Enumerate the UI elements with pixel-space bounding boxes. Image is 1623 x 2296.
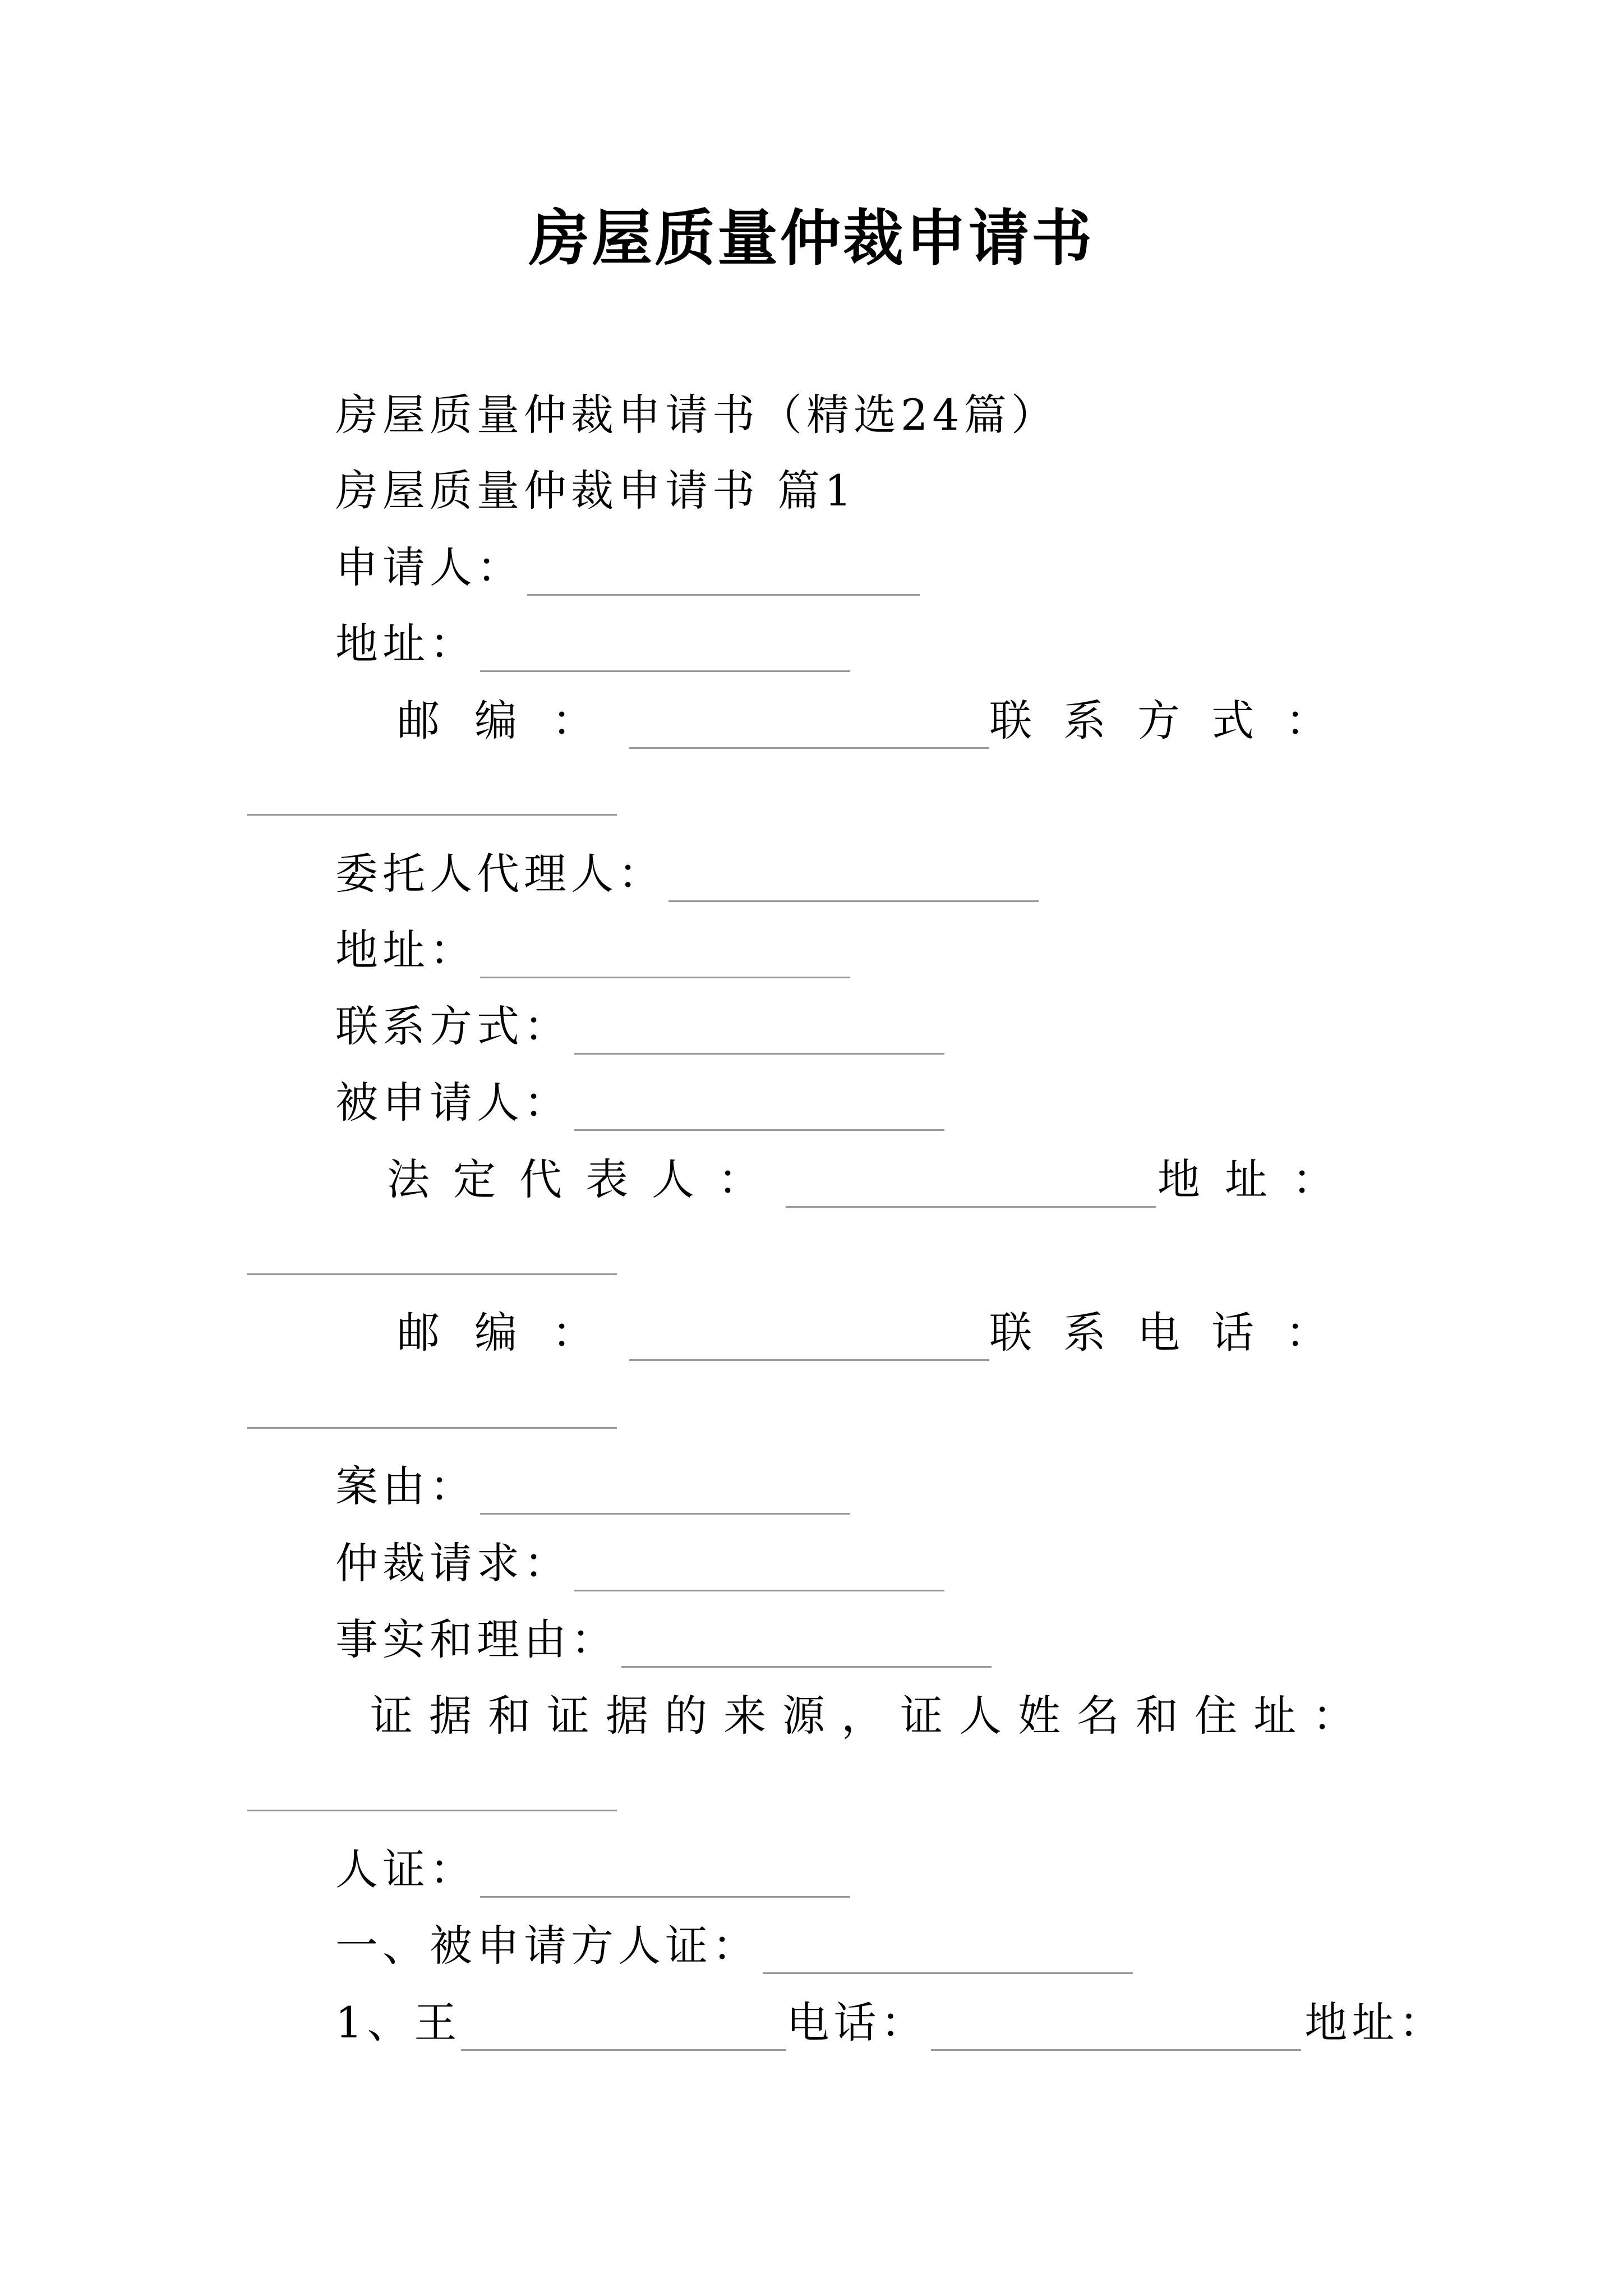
respondent-blank[interactable]: [574, 1093, 944, 1131]
postcode-label: 邮编：: [397, 696, 629, 746]
contact-method-label: 联系方式：: [989, 696, 1359, 746]
agent-contact-row: [335, 999, 944, 1055]
postcode-group: [397, 693, 629, 749]
document-subtitle: 房屋质量仲裁申请书（精选24篇）: [335, 390, 1058, 440]
claims-row: [335, 1535, 944, 1591]
address-label: 地址：: [335, 619, 477, 669]
phone-group: [989, 1305, 1359, 1361]
contact-method-group: [989, 693, 1359, 749]
section-heading-line: [335, 463, 856, 519]
respondent-witness-row: [335, 1918, 1133, 1974]
postcode-phone-row: [397, 1305, 1359, 1361]
respondent-label: 被申请人：: [335, 1078, 571, 1128]
cause-label: 案由：: [335, 1461, 477, 1511]
postcode2-blank[interactable]: [629, 1323, 989, 1361]
item1-phone-label: 电话：: [786, 1998, 928, 2047]
witness-label: 人证：: [335, 1844, 477, 1894]
legal-rep-address-blank[interactable]: [247, 1271, 617, 1275]
legal-rep-label: 法定代表人：: [387, 1154, 784, 1204]
legal-rep-blank[interactable]: [786, 1170, 1156, 1208]
agent-contact-label: 联系方式：: [335, 1001, 571, 1051]
item1-phone-blank[interactable]: [931, 2013, 1301, 2051]
agent-address-row: [335, 922, 850, 978]
evidence-row: [370, 1688, 1371, 1744]
agent-label: 委托人代理人：: [335, 849, 665, 899]
legal-rep-group: [387, 1152, 784, 1208]
respondent-witness-blank[interactable]: [763, 1936, 1133, 1974]
phone-label: 联系电话：: [989, 1308, 1359, 1358]
legal-rep-row: [387, 1152, 1359, 1208]
subtitle-line: [335, 387, 1058, 443]
postcode-blank[interactable]: [629, 711, 989, 749]
postcode2-label: 邮编：: [397, 1308, 629, 1358]
applicant-blank[interactable]: [527, 558, 920, 596]
agent-address-blank[interactable]: [480, 941, 850, 978]
contact-method-blank[interactable]: [247, 812, 617, 816]
witness-item-1-row: [335, 1995, 1446, 2051]
claims-blank[interactable]: [574, 1554, 944, 1591]
address-row: [335, 616, 850, 672]
evidence-label: 证据和证据的来源，证人姓名和住址：: [370, 1691, 1371, 1741]
facts-label: 事实和理由：: [335, 1614, 618, 1664]
facts-blank[interactable]: [621, 1630, 992, 1668]
agent-address-label: 地址：: [335, 925, 477, 975]
item1-name-blank[interactable]: [461, 2013, 786, 2051]
facts-row: [335, 1612, 992, 1668]
agent-blank[interactable]: [668, 864, 1039, 902]
agent-row: [335, 846, 1039, 902]
evidence-blank[interactable]: [247, 1807, 617, 1811]
item1-address-label: 地址：: [1304, 1998, 1446, 2047]
applicant-label: 申请人：: [335, 542, 524, 592]
witness-blank[interactable]: [480, 1860, 850, 1898]
legal-rep-address-group: [1158, 1152, 1359, 1208]
respondent-witness-label: 一、被申请方人证：: [335, 1921, 759, 1971]
postcode-contact-row: [397, 693, 1359, 749]
witness-row: [335, 1842, 850, 1898]
cause-row: [335, 1458, 850, 1515]
postcode2-group: [397, 1305, 629, 1361]
claims-label: 仲裁请求：: [335, 1538, 571, 1588]
legal-rep-address-label: 地址：: [1158, 1154, 1359, 1204]
cause-blank[interactable]: [480, 1477, 850, 1515]
item1-prefix: 1、王: [335, 1998, 462, 2047]
phone-blank[interactable]: [247, 1425, 617, 1429]
address-blank[interactable]: [480, 634, 850, 672]
agent-contact-blank[interactable]: [574, 1017, 944, 1055]
section-heading: 房屋质量仲裁申请书 篇1: [335, 466, 856, 516]
applicant-row: [335, 540, 920, 596]
respondent-row: [335, 1075, 944, 1131]
document-title: 房屋质量仲裁申请书: [528, 203, 1094, 274]
